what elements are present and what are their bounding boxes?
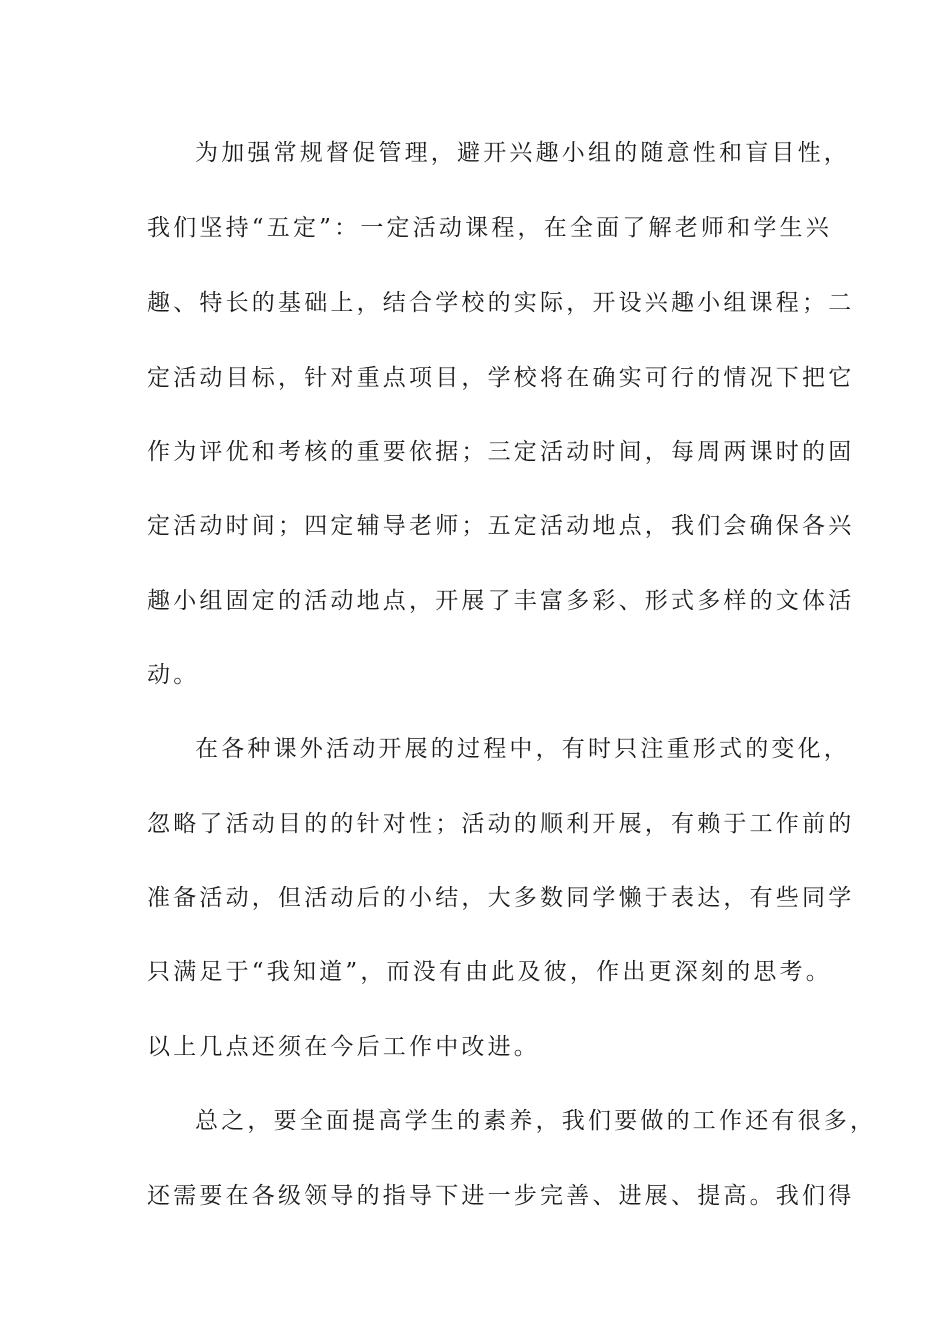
paragraph-1-line-5: 作为评优和考核的重要依据；三定活动时间，每周两课时的固 bbox=[147, 439, 855, 465]
paragraph-1-line-7: 趣小组固定的活动地点，开展了丰富多彩、形式多样的文体活 bbox=[147, 588, 855, 614]
paragraph-2-line-1: 在各种课外活动开展的过程中，有时只注重形式的变化， bbox=[195, 736, 850, 762]
paragraph-1-line-1: 为加强常规督促管理，避开兴趣小组的随意性和盲目性， bbox=[195, 140, 850, 166]
paragraph-1-line-6: 定活动时间；四定辅导老师；五定活动地点，我们会确保各兴 bbox=[147, 513, 855, 539]
paragraph-1-line-3: 趣、特长的基础上，结合学校的实际，开设兴趣小组课程；二 bbox=[147, 290, 855, 316]
paragraph-2-line-2: 忽略了活动目的的针对性；活动的顺利开展，有赖于工作前的 bbox=[147, 811, 855, 837]
paragraph-1-line-4: 定活动目标，针对重点项目，学校将在确实可行的情况下把它 bbox=[147, 365, 855, 391]
paragraph-1-line-8: 动。 bbox=[147, 662, 200, 688]
paragraph-3-line-2: 还需要在各级领导的指导下进一步完善、进展、提高。我们得 bbox=[147, 1183, 855, 1209]
paragraph-2-line-3: 准备活动，但活动后的小结，大多数同学懒于表达，有些同学 bbox=[147, 885, 855, 911]
paragraph-2-line-5: 以上几点还须在今后工作中改进。 bbox=[147, 1034, 540, 1060]
paragraph-1-line-2: 我们坚持“五定”：一定活动课程，在全面了解老师和学生兴 bbox=[147, 215, 832, 241]
paragraph-2-line-4: 只满足于“我知道”，而没有由此及彼，作出更深刻的思考。 bbox=[147, 959, 832, 985]
paragraph-3-line-1: 总之，要全面提高学生的素养，我们要做的工作还有很多， bbox=[195, 1108, 877, 1134]
